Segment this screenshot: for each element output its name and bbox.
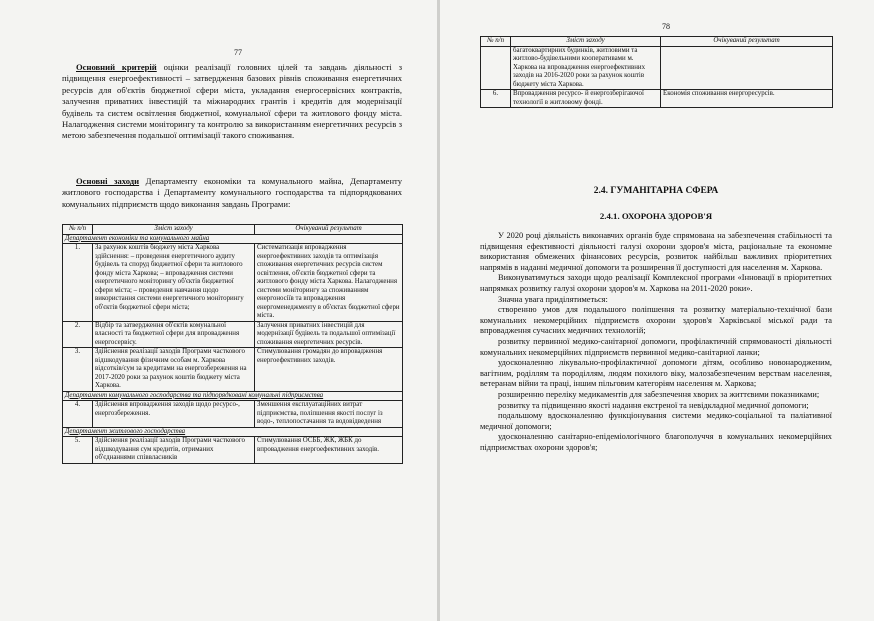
col-header-measure: Зміст заходу <box>93 225 255 235</box>
table-header-row <box>63 225 403 235</box>
row-number: 4. <box>63 401 93 428</box>
row-number: 3. <box>63 348 93 392</box>
body-paragraph: створенню умов для подальшого поліпшення та розвитку матеріально-технічної бази комунальних некомерційних підприємств охорони здоров'я Харківської міської ради та впровадження сучасних медичних технологій; <box>480 305 832 336</box>
subsection-heading: 2.4.1. ОХОРОНА ЗДОРОВ'Я <box>599 211 713 221</box>
criterion-label: Основний критерій <box>76 62 157 72</box>
table-row <box>481 90 833 108</box>
measures-paragraph <box>62 176 402 210</box>
criterion-paragraph <box>62 62 402 142</box>
row-measure: Здійснення реалізації заходів Програми часткового відшкодування фізичним особам м. Харкова відсотків/сум за кредитами на енергозбереження на 2017-2020 роки за рахунок коштів бюджету міста Харкова. <box>93 348 255 392</box>
body-paragraph: Значна увага приділятиметься: <box>498 294 608 304</box>
row-measure: багатоквартирних будинків, житловими та житлово-будівельними кооперативами м. Харкова на впровадження енергоефективних заходів на 2016-2020 роки за рахунок коштів бюджету міста Харкова. <box>511 46 661 90</box>
row-number: 5. <box>63 437 93 464</box>
table-row <box>63 321 403 348</box>
col-header-measure: Зміст заходу <box>511 37 661 47</box>
table-row <box>63 348 403 392</box>
measures-text: Департаменту економіки та комунального майна, Департаменту житлового господарства і Департаменту комунального господарства та підпорядкованих комунальних підприємств щодо виконання завдань Програми: <box>62 176 402 209</box>
section-heading: 2.4. ГУМАНІТАРНА СФЕРА <box>593 186 719 196</box>
row-measure: Впровадження ресурсо- й енергозберігаючої технології в житловому фонді. <box>511 90 661 108</box>
row-result: Економія споживання енергоресурсів. <box>661 90 833 108</box>
body-paragraph: удосконаленню лікувально-профілактичної допомоги дітям, особливо новонародженим, вагітним, роділлям та породіллям, людям похилого віку, малозабезпеченим верствам населення, ветеранам війни та праці, іншим пільговим категоріям населення м. Харкова; <box>480 358 832 389</box>
col-header-result: Очікуваний результат <box>255 225 403 235</box>
measures-label: Основні заходи <box>76 176 140 186</box>
col-header-result: Очікуваний результат <box>661 37 833 47</box>
body-paragraph: розвитку первинної медико-санітарної допомоги, профілактичній спрямованості діяльності комунальних некомерційних підприємств первинної медико-санітарної ланки; <box>480 336 832 357</box>
table-row <box>481 46 833 90</box>
row-number: 6. <box>481 90 511 108</box>
section-row: Департамент комунального господарства та підпорядковані комунальні підприємства <box>63 391 403 401</box>
row-number: 2. <box>63 321 93 348</box>
row-result: Стимулювання ОСББ, ЖК, ЖБК до впровадження енергоефективних заходів. <box>255 437 403 464</box>
body-paragraph: подальшому вдосконаленню функціонування системи медико-соціальної та паліативної медичної допомоги; <box>480 411 832 431</box>
row-measure: За рахунок коштів бюджету міста Харкова здійснення: – проведення енергетичного аудиту будівель та споруд бюджетної сфери та житлового фонду міста Харкова; – впровадження системи енергетичного моніторингу об'єктів бюджетної сфери міста; – проведення навчання щодо використання системи енергетичного моніторингу об'єктів бюджетної сфери міста; <box>93 244 255 322</box>
measures-table-left <box>62 224 403 464</box>
measures-table-right <box>480 36 833 108</box>
row-measure: Здійснення реалізації заходів Програми часткового відшкодування сум кредитів, отриманих об'єднаннями співвласників <box>93 437 255 464</box>
body-paragraph: Виконуватимуться заходи щодо реалізації Комплексної програми «Інновації в пріоритетних напрямках розвитку галузі охорони здоров'я м. Харкова на 2011-2020 роки». <box>480 273 832 293</box>
body-paragraph: розвитку та підвищенню якості надання екстреної та невідкладної медичної допомоги; <box>498 400 809 410</box>
table-row <box>63 244 403 322</box>
section-row: Департамент житлового господарства <box>63 427 403 437</box>
page-number: 78 <box>662 22 670 31</box>
row-result <box>661 46 833 90</box>
criterion-text: оцінки реалізації головних цілей та завдань діяльності з підвищення енергоефективності – затвердження базових рівнів споживання енергетичних ресурсів для об'єктів бюджетної сфери міста, укладання енергосервісних контрактів, залучення приватних інвестицій та міжнародних грантів і кредитів для модернізації будівель та систем освітлення бюджетної, комунальної сфери та житлового фонду міста. Налагодження системи моніторингу та контролю за використанням енергетичних ресурсів з метою забезпечення подальшої оптимізації такого споживання. <box>62 62 402 141</box>
row-measure: Відбір та затвердження об'єктів комунальної власності та бюджетної сфери для впровадження енергосервісу. <box>93 321 255 348</box>
row-number: 1. <box>63 244 93 322</box>
section-row: Департамент економіки та комунального майна <box>63 234 403 244</box>
table-row <box>63 401 403 428</box>
row-result: Стимулювання громадян до впровадження енергоефективних заходів. <box>255 348 403 392</box>
table-header-row <box>481 37 833 47</box>
body-text <box>480 231 832 453</box>
row-measure: Здійснення впровадження заходів щодо ресурсо-, енергозбереження. <box>93 401 255 428</box>
body-paragraph: удосконаленню санітарно-епідеміологічного благополуччя в комунальних некомерційних підприємствах охорони здоров'я; <box>480 432 832 452</box>
body-paragraph: У 2020 році діяльність виконавчих органів буде спрямована на забезпечення стабільності та підвищення ефективності діяльності галузі охорони здоров'я міста, раціональне та економне використання обмежених фінансових ресурсів, розвиток найбільш важливих пріоритетних напрямів в наданні медичної допомоги та розширення її доступності для населення м. Харкова. <box>480 231 832 272</box>
row-result: Систематизація впровадження енергоефективних заходів та оптимізація споживання енергетичних ресурсів систем освітлення, об'єктів бюджетної сфери та житлового фонду міста Харкова. Налагодження системи моніторингу за споживанням енергоносіїв та впровадження енергоменеджменту в об'єктах бюджетної сфери міста. <box>255 244 403 322</box>
table-row <box>63 437 403 464</box>
row-number <box>481 46 511 90</box>
row-result: Зменшення експлуатаційних витрат підприємства, поліпшення якості послуг із водо-, теплопостачання та водовідведення <box>255 401 403 428</box>
col-header-number: № п/п <box>481 37 511 47</box>
page-number: 77 <box>234 48 242 57</box>
right-page <box>440 0 874 621</box>
row-result: Залучення приватних інвестицій для модернізації будівель та подальшої оптимізації споживання енергетичних ресурсів. <box>255 321 403 348</box>
col-header-number: № п/п <box>63 225 93 235</box>
body-paragraph: розширенню переліку медикаментів для забезпечення хворих за життєвими показниками; <box>498 389 820 399</box>
